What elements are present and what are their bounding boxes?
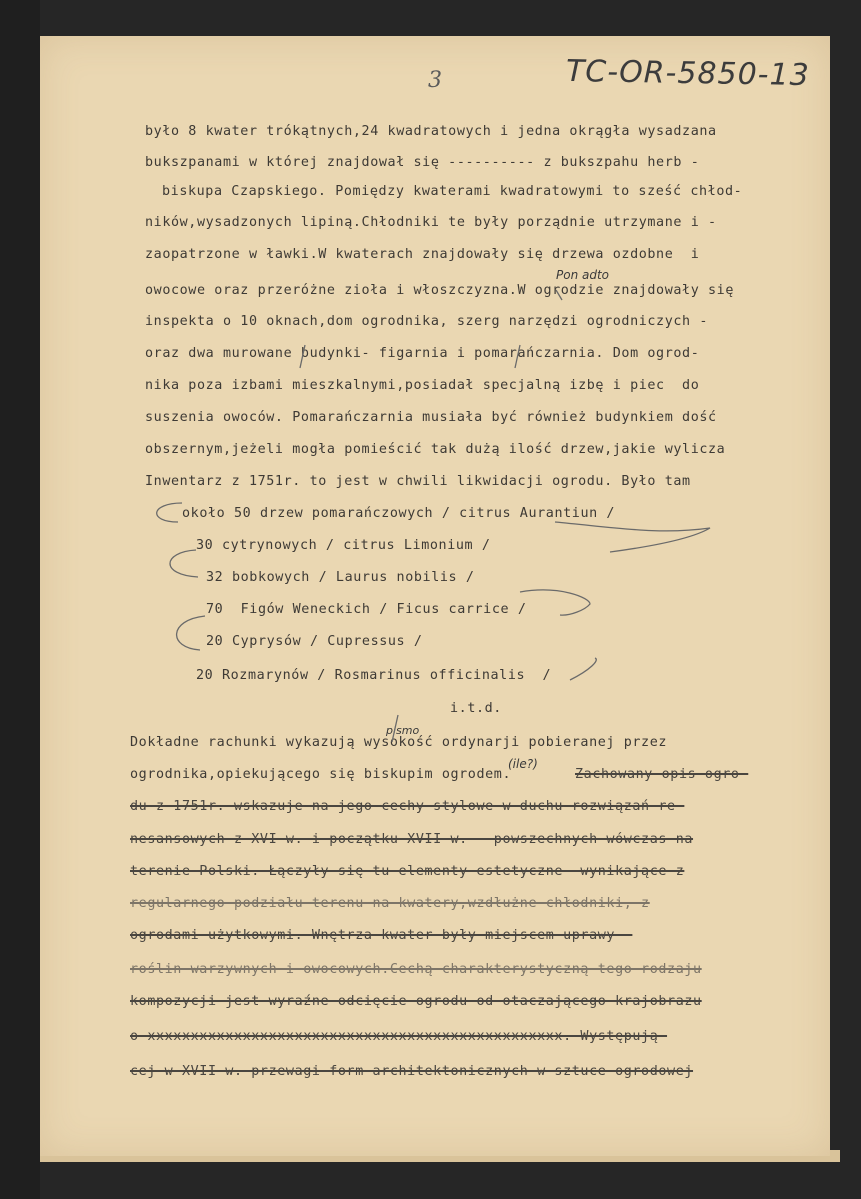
body-line: było 8 kwater trókątnych,24 kwadratowych i jedna okrągła wysadzana: [145, 124, 717, 139]
list-item: 30 cytrynowych / citrus Limonium /: [196, 538, 491, 553]
struck-text: Zachowany opis ogro-: [575, 767, 749, 782]
body-line: ników,wysadzonych lipiną.Chłodniki te były porządnie utrzymane i -: [145, 215, 717, 230]
struck-line: cej w XVII w. przewagi form architektonicznych w sztuce ogrodowej: [130, 1064, 694, 1079]
list-item: 20 Cyprysów / Cupressus /: [206, 634, 423, 649]
body-line: ogrodnika,opiekującego się biskupim ogrodem.: [130, 767, 512, 782]
body-line: bukszpanami w której znajdował się ---------- z bukszpahu herb -: [145, 155, 700, 170]
body-line: suszenia owoców. Pomarańczarnia musiała być również budynkiem dość: [145, 410, 717, 425]
list-item: 32 bobkowych / Laurus nobilis /: [206, 570, 475, 585]
top-edge: [0, 0, 861, 36]
struck-line: o xxxxxxxxxxxxxxxxxxxxxxxxxxxxxxxxxxxxxxxxxxxxxxxx. Występują-: [130, 1029, 668, 1044]
list-item: 20 Rozmarynów / Rosmarinus officinalis /: [196, 668, 552, 683]
body-line: Inwentarz z 1751r. to jest w chwili likwidacji ogrodu. Było tam: [145, 474, 691, 489]
list-item: około 50 drzew pomarańczowych / citrus Aurantiun /: [182, 506, 616, 521]
body-line: zaopatrzone w ławki.W kwaterach znajdowały się drzewa ozdobne i: [145, 247, 700, 262]
struck-line: regularnego podziału terenu na kwatery,wzdłużne chłodniki, z: [130, 896, 650, 911]
struck-line: nesansowych z XVI w. i początku XVII w. - powszechnych wówczas na: [130, 832, 694, 847]
body-line: biskupa Czapskiego. Pomiędzy kwaterami kwadratowymi to sześć chłod-: [162, 184, 743, 199]
body-line: nika poza izbami mieszkalnymi,posiadał specjalną izbę i piec do: [145, 378, 700, 393]
handwritten-note: (ile?): [508, 757, 538, 771]
left-edge: [0, 0, 40, 1199]
handwritten-note: pismo: [386, 724, 420, 737]
page-number: 3: [428, 68, 442, 93]
body-line: inspekta o 10 oknach,dom ogrodnika, szerg narzędzi ogrodniczych -: [145, 314, 709, 329]
body-line: owocowe oraz przeróżne zioła i włoszczyzna.W ogrodzie znajdowały się: [145, 283, 735, 298]
struck-line: kompozycji jest wyraźne odcięcie ogrodu od otaczającego krajobrazu: [130, 994, 702, 1009]
document-page: [40, 36, 830, 1156]
struck-line: ogrodami użytkowymi. Wnętrza kwater były miejscem uprawy -: [130, 928, 633, 943]
list-item: 70 Figów Weneckich / Ficus carrice /: [206, 602, 527, 617]
handwritten-note: Pon adto: [556, 268, 610, 282]
body-line: oraz dwa murowane budynki- figarnia i pomarańczarnia. Dom ogrod-: [145, 346, 700, 361]
body-line: obszernym,jeżeli mogła pomieścić tak dużą ilość drzew,jakie wylicza: [145, 442, 726, 457]
struck-line: roślin warzywnych i owocowych.Cechą charakterystyczną tego rodzaju: [130, 962, 702, 977]
archive-signature: TC-OR-5850-13: [565, 53, 811, 94]
struck-line: terenie Polski. Łączyły się tu elementy estetyczne wynikające z: [130, 864, 685, 879]
body-line: Dokładne rachunki wykazują wysokość ordynarji pobieranej przez: [130, 735, 668, 750]
etc-line: i.t.d.: [450, 701, 502, 716]
struck-line: du z 1751r. wskazuje na jego cechy stylowe w duchu rozwiązań re-: [130, 799, 685, 814]
